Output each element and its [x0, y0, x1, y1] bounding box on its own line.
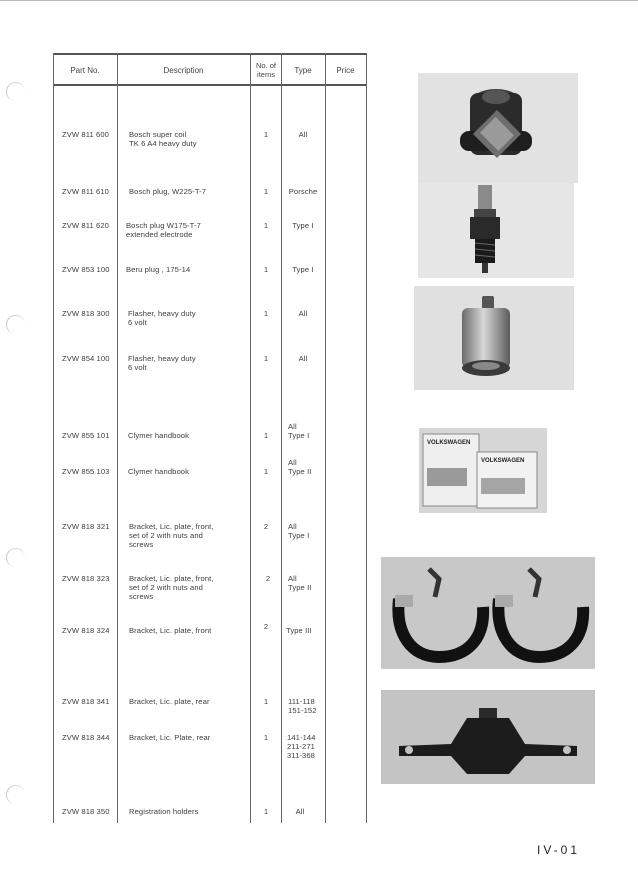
table-header-rule [53, 84, 366, 86]
header-no-items: No. of items [255, 61, 276, 79]
description: Bosch plug, W225-T-7 [129, 187, 207, 196]
header-description: Description [163, 66, 204, 75]
part-number: ZVW 853 100 [62, 265, 110, 274]
binder-hole-mark [6, 548, 25, 567]
description: Bracket, Lic. plate, rear [129, 697, 210, 706]
description: Bracket, Lic. plate, front [129, 626, 212, 635]
spark-plug-photo [418, 183, 574, 278]
item-count: 1 [263, 467, 269, 476]
item-count: 1 [263, 187, 269, 196]
column-divider [117, 53, 118, 823]
type: 141-144 211-271 311-368 [287, 733, 316, 761]
description: Beru plug , 175-14 [126, 265, 191, 274]
part-number: ZVW 811 610 [62, 187, 109, 196]
description: Flasher, heavy duty 6 volt [128, 354, 196, 373]
type: All [295, 807, 305, 816]
description: Registration holders [129, 807, 199, 816]
item-count: 1 [263, 733, 269, 742]
header-price: Price [336, 66, 355, 75]
description: Bracket, Lic. Plate, rear [129, 733, 211, 742]
flasher-photo [414, 286, 574, 390]
part-number: ZVW 854 100 [62, 354, 110, 363]
type: Porsche [288, 187, 318, 196]
type: Type I [292, 221, 314, 230]
type: Type I [292, 265, 314, 274]
coil-photo [418, 73, 578, 183]
item-count: 1 [263, 309, 269, 318]
column-divider [325, 53, 326, 823]
item-count: 1 [263, 354, 269, 363]
page-number: IV-01 [537, 843, 581, 857]
description: Clymer handbook [128, 467, 190, 476]
part-number: ZVW 818 324 [62, 626, 110, 635]
header-type: Type [294, 66, 312, 75]
part-number: ZVW 855 101 [62, 431, 110, 440]
book-title: VOLKSWAGEN [481, 458, 525, 464]
description: Bracket, Lic. plate, front, set of 2 with nuts and screws [129, 574, 214, 602]
scan-edge-line [0, 0, 638, 1]
header-part-no: Part No. [70, 66, 100, 75]
item-count: 2 [263, 522, 269, 531]
column-divider [281, 53, 282, 823]
type: All [298, 354, 308, 363]
type: All Type II [288, 574, 312, 593]
type: All Type II [288, 458, 312, 477]
type: All Type I [288, 522, 310, 541]
item-count: 2 [265, 574, 271, 583]
part-number: ZVW 811 600 [62, 130, 109, 139]
rear-bracket-photo [381, 690, 595, 784]
part-number: ZVW 818 300 [62, 309, 110, 318]
part-number: ZVW 811 620 [62, 221, 109, 230]
item-count: 2 [263, 622, 269, 631]
binder-hole-mark [6, 82, 25, 101]
description: Bracket, Lic. plate, front, set of 2 with nuts and screws [129, 522, 214, 550]
part-number: ZVW 818 344 [62, 733, 110, 742]
item-count: 1 [263, 130, 269, 139]
part-number: ZVW 818 350 [62, 807, 110, 816]
description: Flasher, heavy duty 6 volt [128, 309, 196, 328]
description: Bosch plug W175-T-7 extended electrode [126, 221, 201, 240]
part-number: ZVW 818 321 [62, 522, 110, 531]
description: Clymer handbook [128, 431, 190, 440]
description: Bosch super coil TK 6 A4 heavy duty [129, 130, 197, 149]
type: 111-118 151-152 [288, 697, 317, 716]
type: All [298, 130, 308, 139]
book-title: VOLKSWAGEN [427, 440, 471, 446]
binder-hole-mark [6, 315, 25, 334]
table-top-rule [53, 53, 366, 55]
part-number: ZVW 818 323 [62, 574, 110, 583]
item-count: 1 [263, 221, 269, 230]
item-count: 1 [263, 431, 269, 440]
item-count: 1 [263, 265, 269, 274]
type: All Type I [288, 422, 310, 441]
type: Type III [286, 626, 312, 635]
item-count: 1 [263, 697, 269, 706]
binder-hole-mark [6, 785, 25, 804]
type: All [298, 309, 308, 318]
table-border-left [53, 53, 54, 823]
front-bracket-photo [381, 557, 595, 669]
table-border-right [366, 53, 367, 823]
item-count: 1 [263, 807, 269, 816]
part-number: ZVW 855 103 [62, 467, 110, 476]
part-number: ZVW 818 341 [62, 697, 110, 706]
handbook-photo [419, 428, 547, 513]
